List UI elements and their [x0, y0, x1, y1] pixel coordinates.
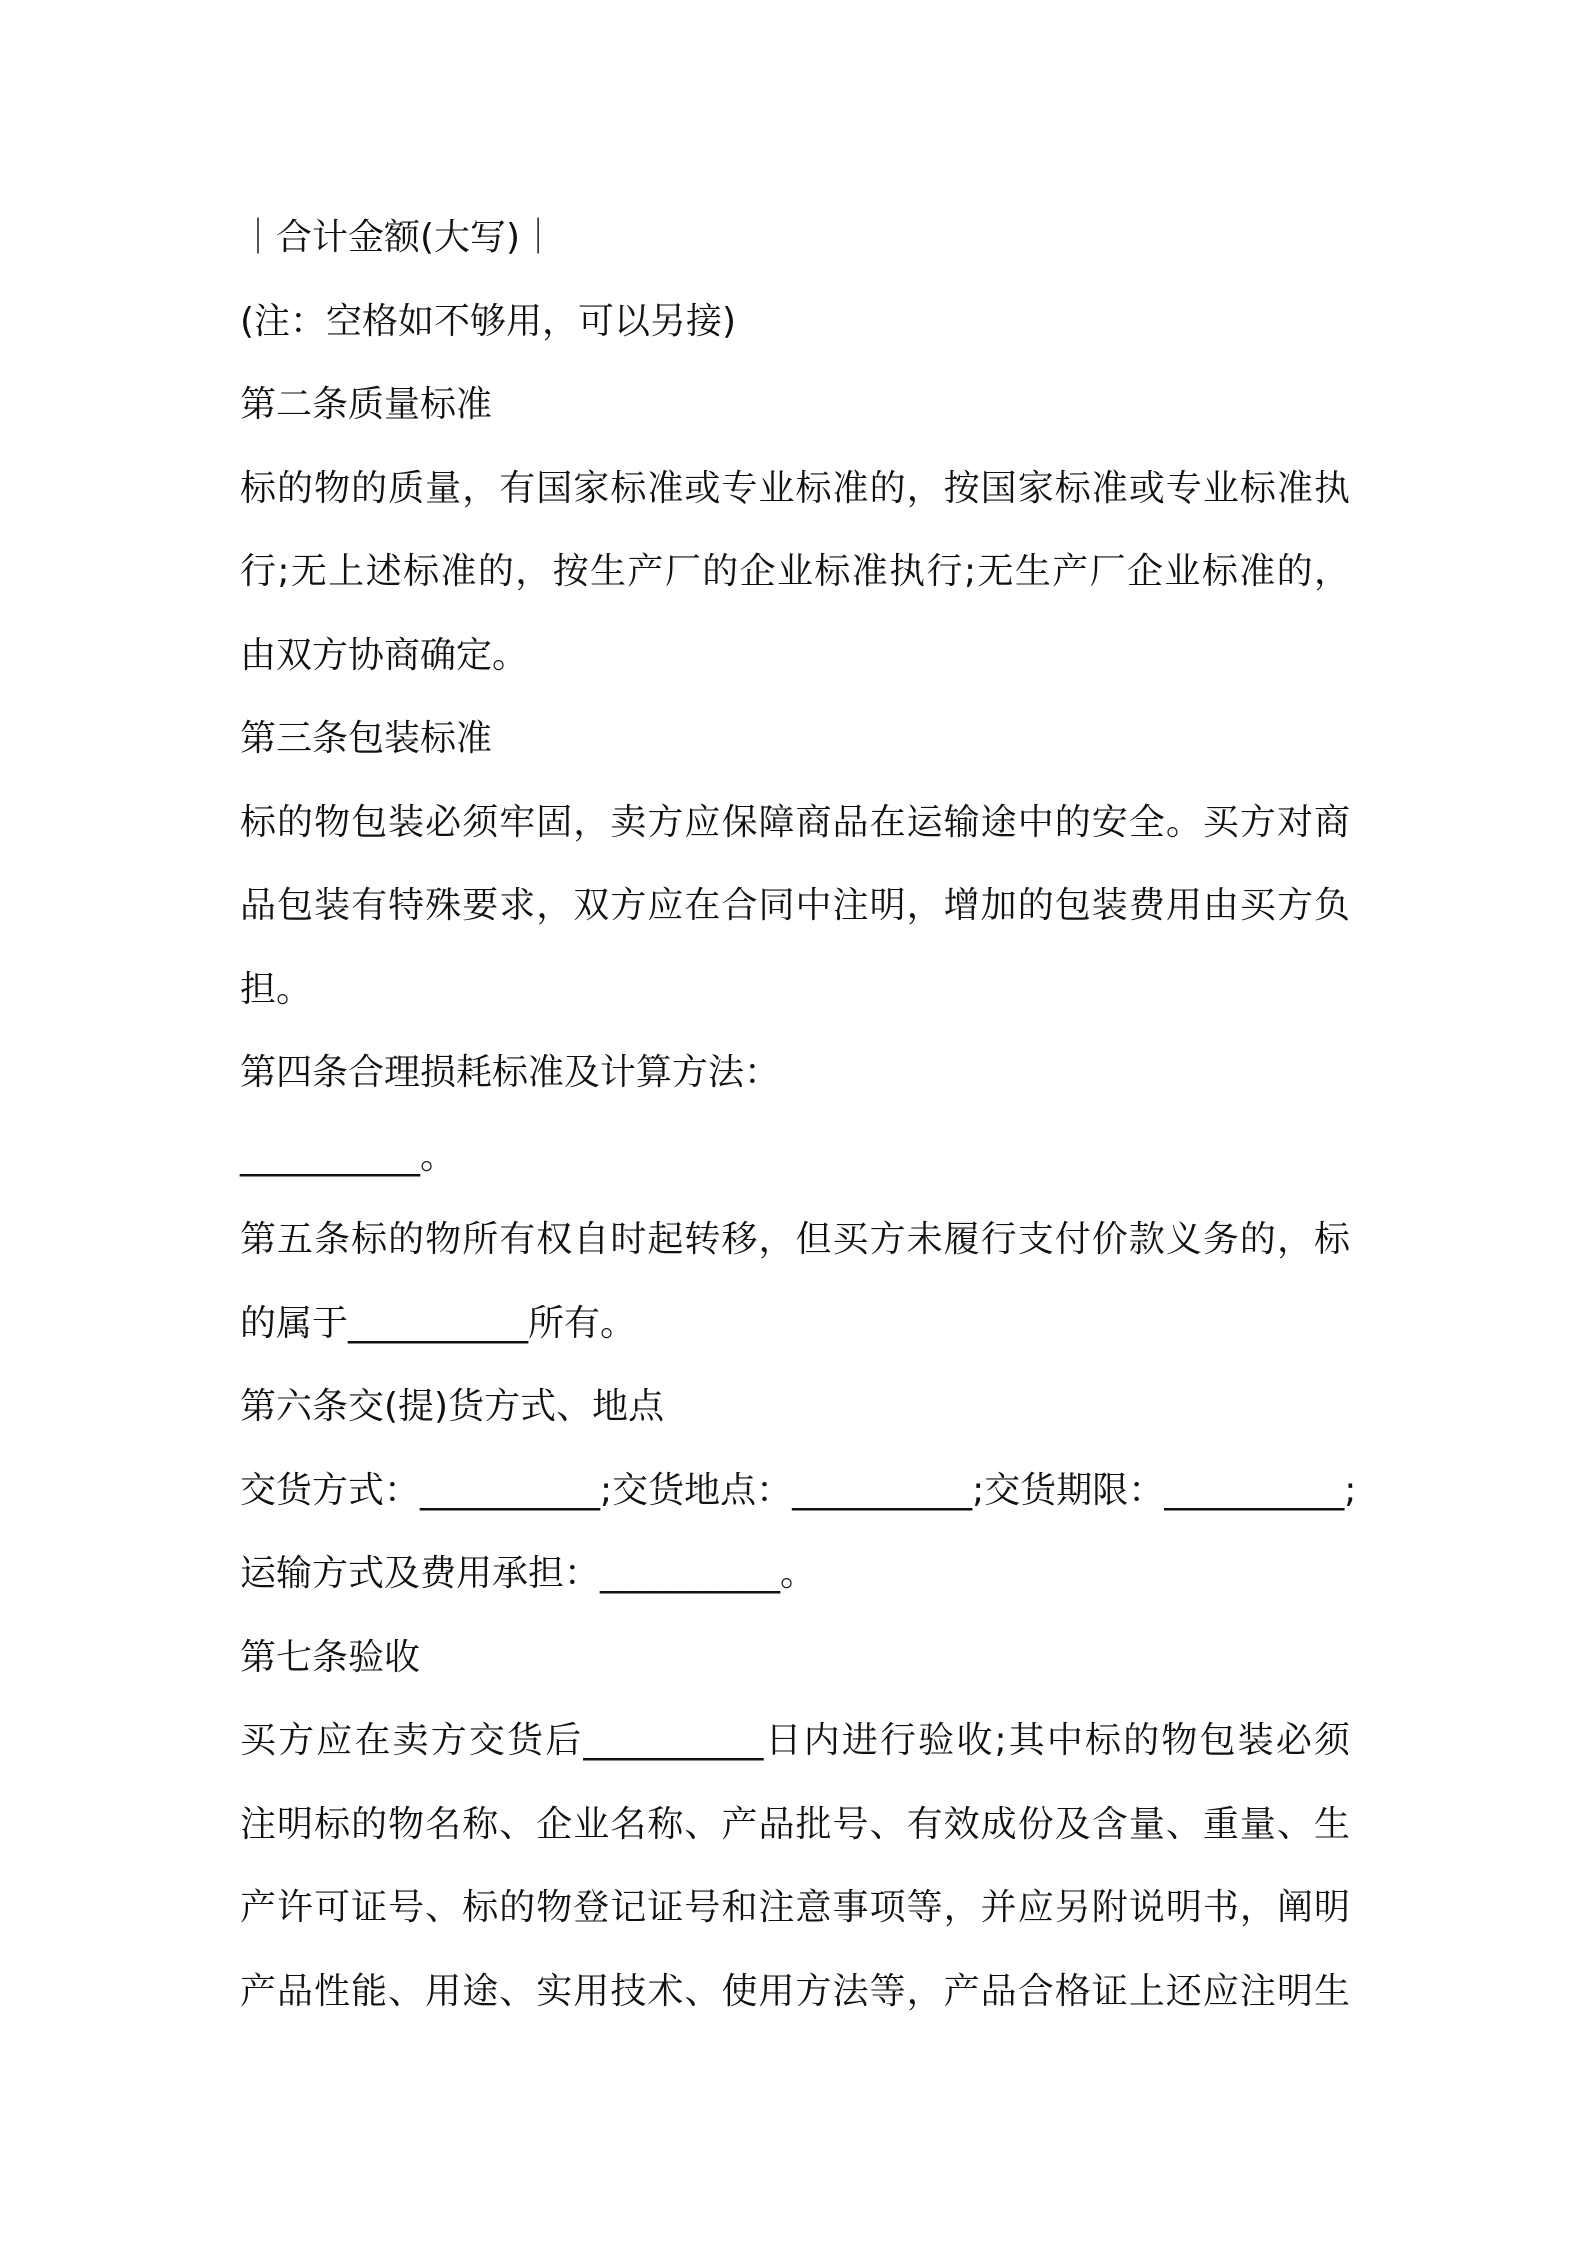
article-3-text-line-1: 标的物包装必须牢固，卖方应保障商品在运输途中的安全。买方对商	[240, 801, 1350, 843]
article-3-text-line-3: 担。	[240, 968, 313, 1010]
total-amount-line: ｜合计金额(大写)｜	[240, 217, 557, 258]
article-3-text-line-2: 品包装有特殊要求，双方应在合同中注明，增加的包装费用由买方负	[240, 885, 1350, 926]
article-7-text-line-3: 产许可证号、标的物登记证号和注意事项等，并应另附说明书，阐明	[240, 1887, 1350, 1928]
article-4-blank-line: __________。	[240, 1135, 457, 1177]
article-7-text-line-4: 产品性能、用途、实用技术、使用方法等，产品合格证上还应注明生	[240, 1970, 1350, 2012]
note-line: (注：空格如不够用，可以另接)	[240, 300, 737, 342]
article-6-heading: 第六条交(提)货方式、地点	[240, 1386, 665, 1427]
article-6-delivery-line: 交货方式：__________;交货地点：__________;交货期限：__________;	[240, 1469, 1357, 1511]
article-2-heading: 第二条质量标准	[240, 384, 493, 425]
document-body	[240, 196, 1357, 2033]
article-7-text-line-2: 注明标的物名称、企业名称、产品批号、有效成份及含量、重量、生	[240, 1803, 1350, 1845]
article-2-text-line-3: 由双方协商确定。	[240, 634, 529, 676]
article-5-text-line-1: 第五条标的物所有权自时起转移，但买方未履行支付价款义务的，标	[240, 1219, 1350, 1260]
article-7-text-line-1: 买方应在卖方交货后__________日内进行验收;其中标的物包装必须	[240, 1720, 1350, 1761]
article-3-heading: 第三条包装标准	[240, 718, 493, 759]
article-6-transport-line: 运输方式及费用承担：__________。	[240, 1553, 817, 1594]
article-2-text-line-2: 行;无上述标准的，按生产厂的企业标准执行;无生产厂企业标准的，	[240, 551, 1350, 592]
article-7-heading: 第七条验收	[240, 1636, 421, 1678]
article-4-heading: 第四条合理损耗标准及计算方法：	[240, 1052, 781, 1093]
article-5-text-line-2: 的属于__________所有。	[240, 1302, 637, 1344]
article-2-text-line-1: 标的物的质量，有国家标准或专业标准的，按国家标准或专业标准执	[240, 467, 1350, 509]
